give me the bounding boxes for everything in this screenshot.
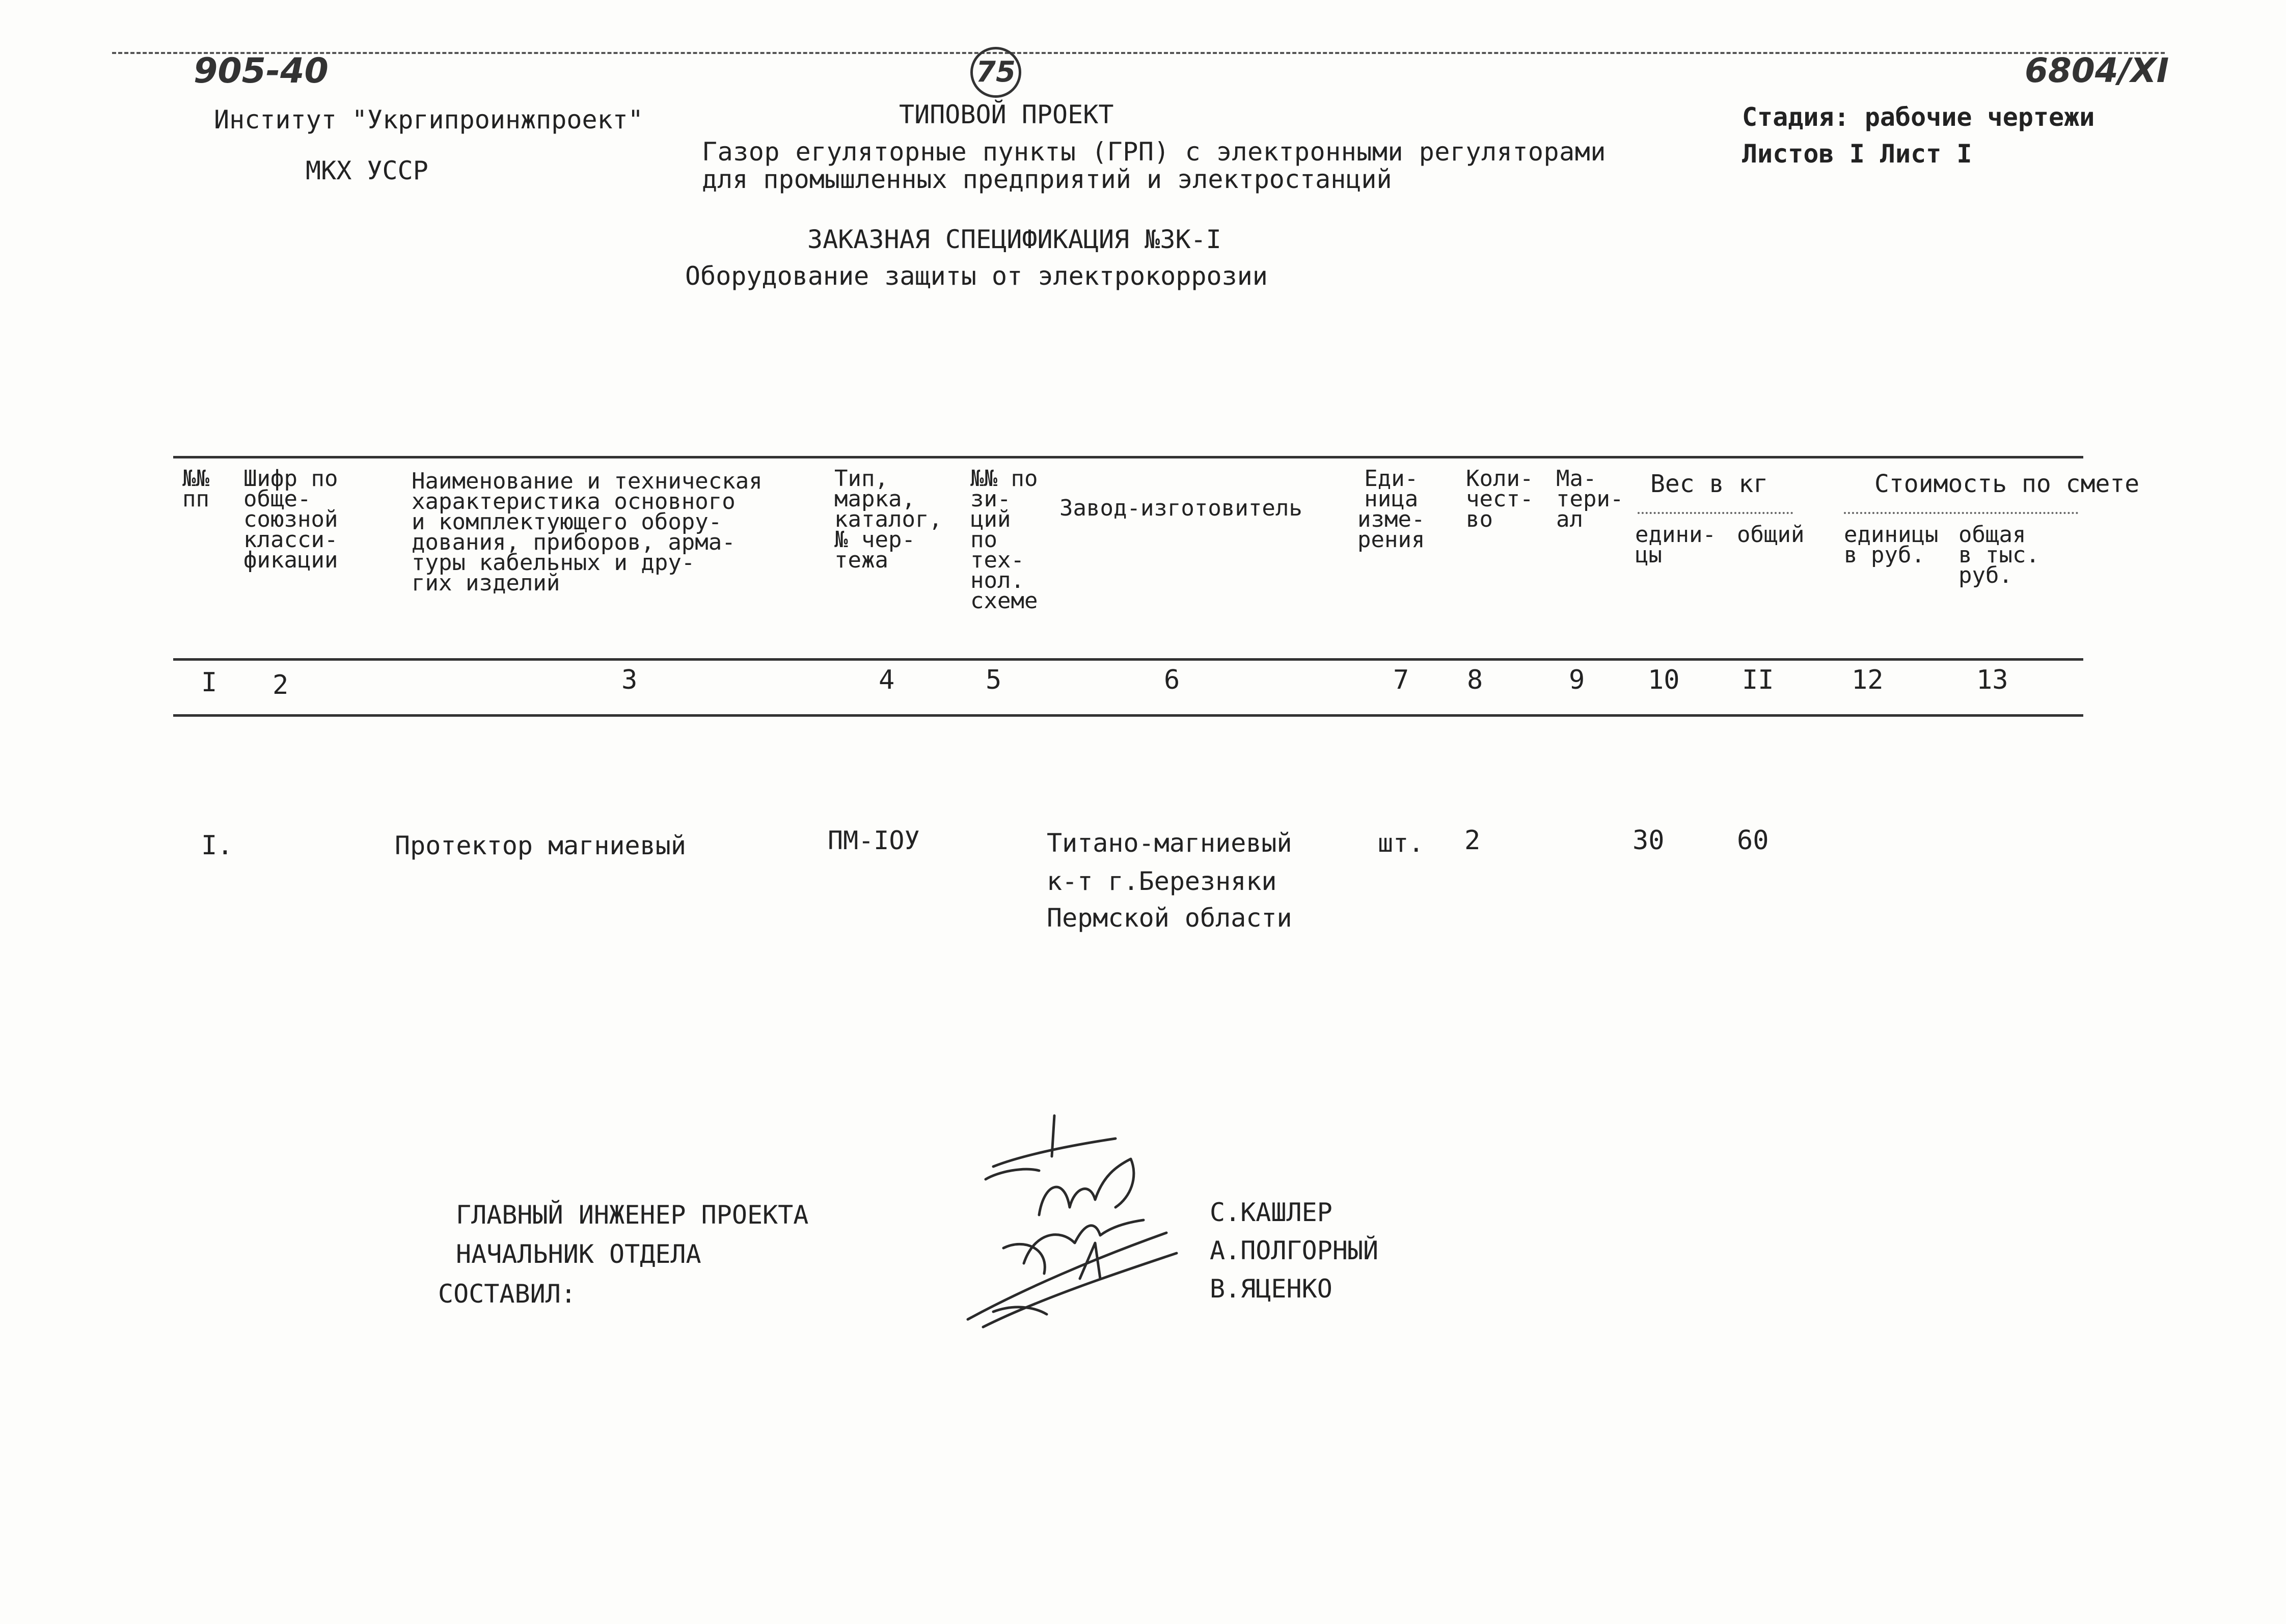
- weight-group-rule: [1638, 512, 1793, 514]
- dept-head-label: НАЧАЛЬНИК ОТДЕЛА: [456, 1239, 701, 1269]
- archive-code: 6804/XI: [2025, 51, 2169, 90]
- item-unit: шт.: [1378, 828, 1424, 858]
- doc-code: 905-40: [194, 51, 329, 91]
- header-bottom-rule: [173, 658, 2083, 661]
- chief-engineer-name: С.КАШЛЕР: [1210, 1198, 1332, 1227]
- institute-name: Институт "Укргипроинжпроект": [214, 105, 643, 134]
- item-weight-total: 60: [1737, 825, 1769, 856]
- column-number: 7: [1393, 665, 1409, 695]
- manufacturer-line-2: к-т г.Березняки: [1047, 867, 1277, 896]
- project-title-line-2: для промышленных предприятий и электростанций: [702, 165, 1392, 194]
- header-weight-unit: едини- цы: [1635, 522, 1716, 568]
- header-item-name: Наименование и техническая характеристика основного и комплектующего обору- дования, приборов, арма- туры кабельных и дру- гих изделий: [412, 468, 763, 596]
- chief-engineer-label: ГЛАВНЫЙ ИНЖЕНЕР ПРОЕКТА: [456, 1200, 809, 1230]
- sheet-number: 75: [976, 56, 1016, 89]
- column-number: 6: [1164, 665, 1180, 695]
- item-name: Протектор магниевый: [395, 831, 686, 860]
- header-position: №№ по зи- ций по тех- нол. схеме: [970, 466, 1038, 614]
- sheet-count: Листов I Лист I: [1742, 139, 1972, 169]
- column-number: 4: [879, 665, 895, 695]
- ministry-name: МКХ УССР: [306, 156, 428, 185]
- item-weight-unit: 30: [1632, 825, 1665, 856]
- header-unit: Еди- ница изме- рения: [1357, 466, 1425, 553]
- column-number: 8: [1467, 665, 1483, 695]
- dept-head-name: А.ПОЛГОРНЫЙ: [1210, 1236, 1379, 1265]
- project-stage: Стадия: рабочие чертежи: [1742, 102, 2095, 132]
- header-weight-group: Вес в кг: [1650, 470, 1768, 498]
- manufacturer-line-1: Титано-магниевый: [1047, 828, 1292, 858]
- spec-title: ЗАКАЗНАЯ СПЕЦИФИКАЦИЯ №ЗК-I: [807, 225, 1221, 254]
- manufacturer-line-3: Пермской области: [1047, 903, 1292, 933]
- compiled-label: СОСТАВИЛ:: [438, 1279, 576, 1309]
- spec-subtitle: Оборудование защиты от электрокоррозии: [685, 261, 1268, 291]
- header-cost-group: Стоимость по смете: [1874, 470, 2140, 498]
- column-number: I: [201, 667, 217, 698]
- header-manufacturer: Завод-изготовитель: [1059, 495, 1302, 521]
- sheet-number-circle: [970, 47, 1021, 98]
- row-number: I.: [201, 830, 233, 861]
- project-title-line-1: Газор егуляторные пункты (ГРП) с электронными регуляторами: [702, 137, 1606, 167]
- header-classification-code: Шифр по обще- союзной класси- фикации: [243, 466, 338, 573]
- item-quantity: 2: [1464, 825, 1481, 856]
- column-numbers-rule: [173, 714, 2083, 717]
- column-number: 9: [1569, 665, 1585, 695]
- header-quantity: Коли- чест- во: [1466, 466, 1534, 532]
- column-number: 5: [986, 665, 1002, 695]
- cost-group-rule: [1844, 512, 2078, 514]
- column-number: 2: [273, 670, 289, 700]
- handwritten-signature: [963, 1111, 1228, 1335]
- header-cost-unit: единицы в руб.: [1844, 522, 1939, 568]
- column-number: 3: [621, 665, 638, 695]
- column-number: 12: [1852, 665, 1884, 695]
- header-cost-total: общая в тыс. руб.: [1958, 522, 2039, 588]
- column-number: 13: [1976, 665, 2008, 695]
- column-number: II: [1742, 665, 1774, 695]
- header-material: Ма- тери- ал: [1556, 466, 1624, 532]
- table-top-rule: [173, 456, 2083, 458]
- header-type-mark: Тип, марка, каталог, № чер- тежа: [834, 466, 942, 573]
- compiled-name: В.ЯЦЕНКО: [1210, 1274, 1332, 1304]
- item-type: ПМ-IОУ: [828, 826, 920, 855]
- top-edge-line: [112, 52, 2165, 54]
- header-weight-total: общий: [1737, 522, 1805, 548]
- column-number: 10: [1648, 665, 1680, 695]
- header-row-number: №№ пп: [182, 466, 209, 512]
- project-type: ТИПОВОЙ ПРОЕКТ: [899, 100, 1114, 129]
